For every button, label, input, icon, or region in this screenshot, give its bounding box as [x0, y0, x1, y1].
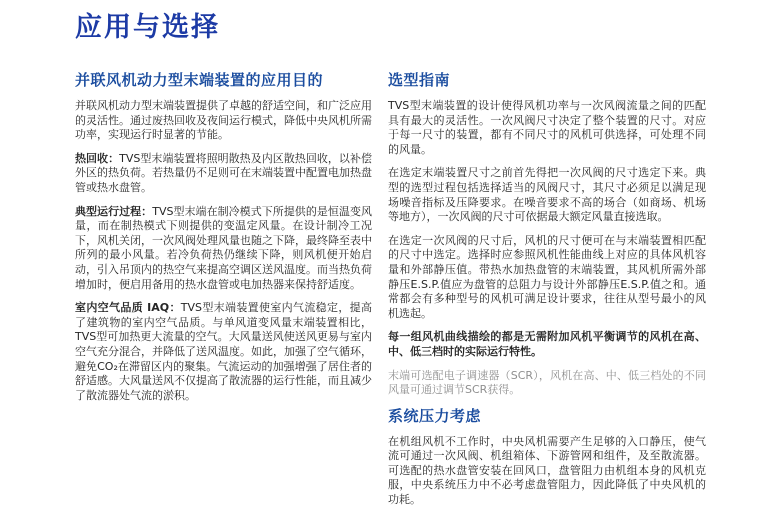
paragraph-typical-operation-text: TVS型末端在制冷模式下所提供的是恒温变风量，而在制热模式下则提供的变温定风量。在设计制冷工况下，风机关闭，一次风阀处理风量也随之下降，最终降至表中所列的最小风量。若冷负荷热仍继续下降，则风机便开始启动，引入吊顶内的热空气来提高空调区送风温度。而当热负荷增加时，便启用备用的热水盘管或电加热器来保持舒适度。 — [75, 204, 372, 291]
paragraph-heat-recovery-text: TVS型末端装置将照明散热及内区散热回收，以补偿外区的热负荷。若热量仍不足则可在末端装置中配置电加热盘管或热水盘管。 — [75, 151, 372, 194]
paragraph-indoor-air-quality — [75, 301, 372, 403]
two-column-layout — [75, 71, 706, 517]
section-heading-selection-guide: 选型指南 — [388, 71, 451, 89]
paragraph-heat-recovery — [75, 152, 372, 196]
paragraph-scr-note: 末端可选配电子调速器（SCR），风机在高、中、低三档处的不同风量可通过调节SCR获得。 — [388, 368, 706, 397]
left-column — [75, 71, 372, 412]
paragraph-typical-operation — [75, 205, 372, 293]
run-in-label-typical-operation: 典型运行过程： — [75, 204, 153, 218]
section-heading-application-purpose: 并联风机动力型末端装置的应用目的 — [75, 71, 324, 89]
paragraph-fan-curves: 每一组风机曲线描绘的都是无需附加风机平衡调节的风机在高、中、低三档时的实际运行特性。 — [388, 330, 706, 358]
paragraph-intro: 并联风机动力型末端装置提供了卓越的舒适空间，和广泛应用的灵活性。通过废热回收及夜间运行模式，降低中央风机所需功率，实现运行时显著的节能。 — [75, 99, 372, 142]
section-heading-system-pressure: 系统压力考虑 — [388, 406, 482, 425]
paragraph-valve-sizing: 在选定末端装置尺寸之前首先得把一次风阀的尺寸选定下来。典型的选型过程包括选择适当的风阀尺寸，其尺寸必须足以满足现场噪音指标及压降要求。在噪音要求不高的场合（如商场、机场等地方），一次风阀的尺寸可依据最大额定风量直接选取。 — [388, 166, 706, 224]
paragraph-selection-flexibility: TVS型末端装置的设计使得风机功率与一次风阀流量之间的匹配具有最大的灵活性。一次风阀尺寸决定了整个装置的尺寸。对应于每一尺寸的装置，都有不同尺寸的风机可供选择，可处理不同的风量。 — [388, 99, 706, 156]
page-title: 应用与选择 — [75, 12, 220, 43]
right-column — [388, 71, 706, 517]
run-in-label-heat-recovery: 热回收： — [75, 151, 120, 165]
paragraph-system-pressure: 在机组风机不工作时，中央风机需要产生足够的入口静压，使气流可通过一次风阀、机组箱体、下游管网和组件，及至散流器。可选配的热水盘管安装在回风口，盘管阻力由机组本身的风机克服，中央系统压力中不必考虑盘管阻力，因此降低了中央风机的功耗。 — [388, 434, 706, 507]
paragraph-fan-sizing: 在选定一次风阀的尺寸后，风机的尺寸便可在与末端装置相匹配的尺寸中选定。选择时应参照风机性能曲线上对应的具体风机容量和外部静压值。带热水加热盘管的末端装置，其风机所需外部静压E.S.P.值应为盘管的总阻力与设计外部静压E.S.P.值之和。通常都会有多种型号的风机可满足设计要求，往往从型号最小的风机选起。 — [388, 233, 706, 320]
paragraph-indoor-air-quality-text: TVS型末端装置使室内气流稳定，提高了建筑物的室内空气品质。与单风道变风量末端装置相比，TVS型可加热更大流量的空气。大风量送风使送风更易与室内空气充分混合，并降低了送风温度。如此，加强了空气循环，避免CO₂在滞留区内的聚集。气流运动的加强增强了居住者的舒适感。大风量送风不仅提高了散流器的运行性能，而且减少了散流器处气流的淤积。 — [75, 301, 372, 402]
run-in-label-iaq: 室内空气品质 IAQ： — [75, 301, 181, 315]
